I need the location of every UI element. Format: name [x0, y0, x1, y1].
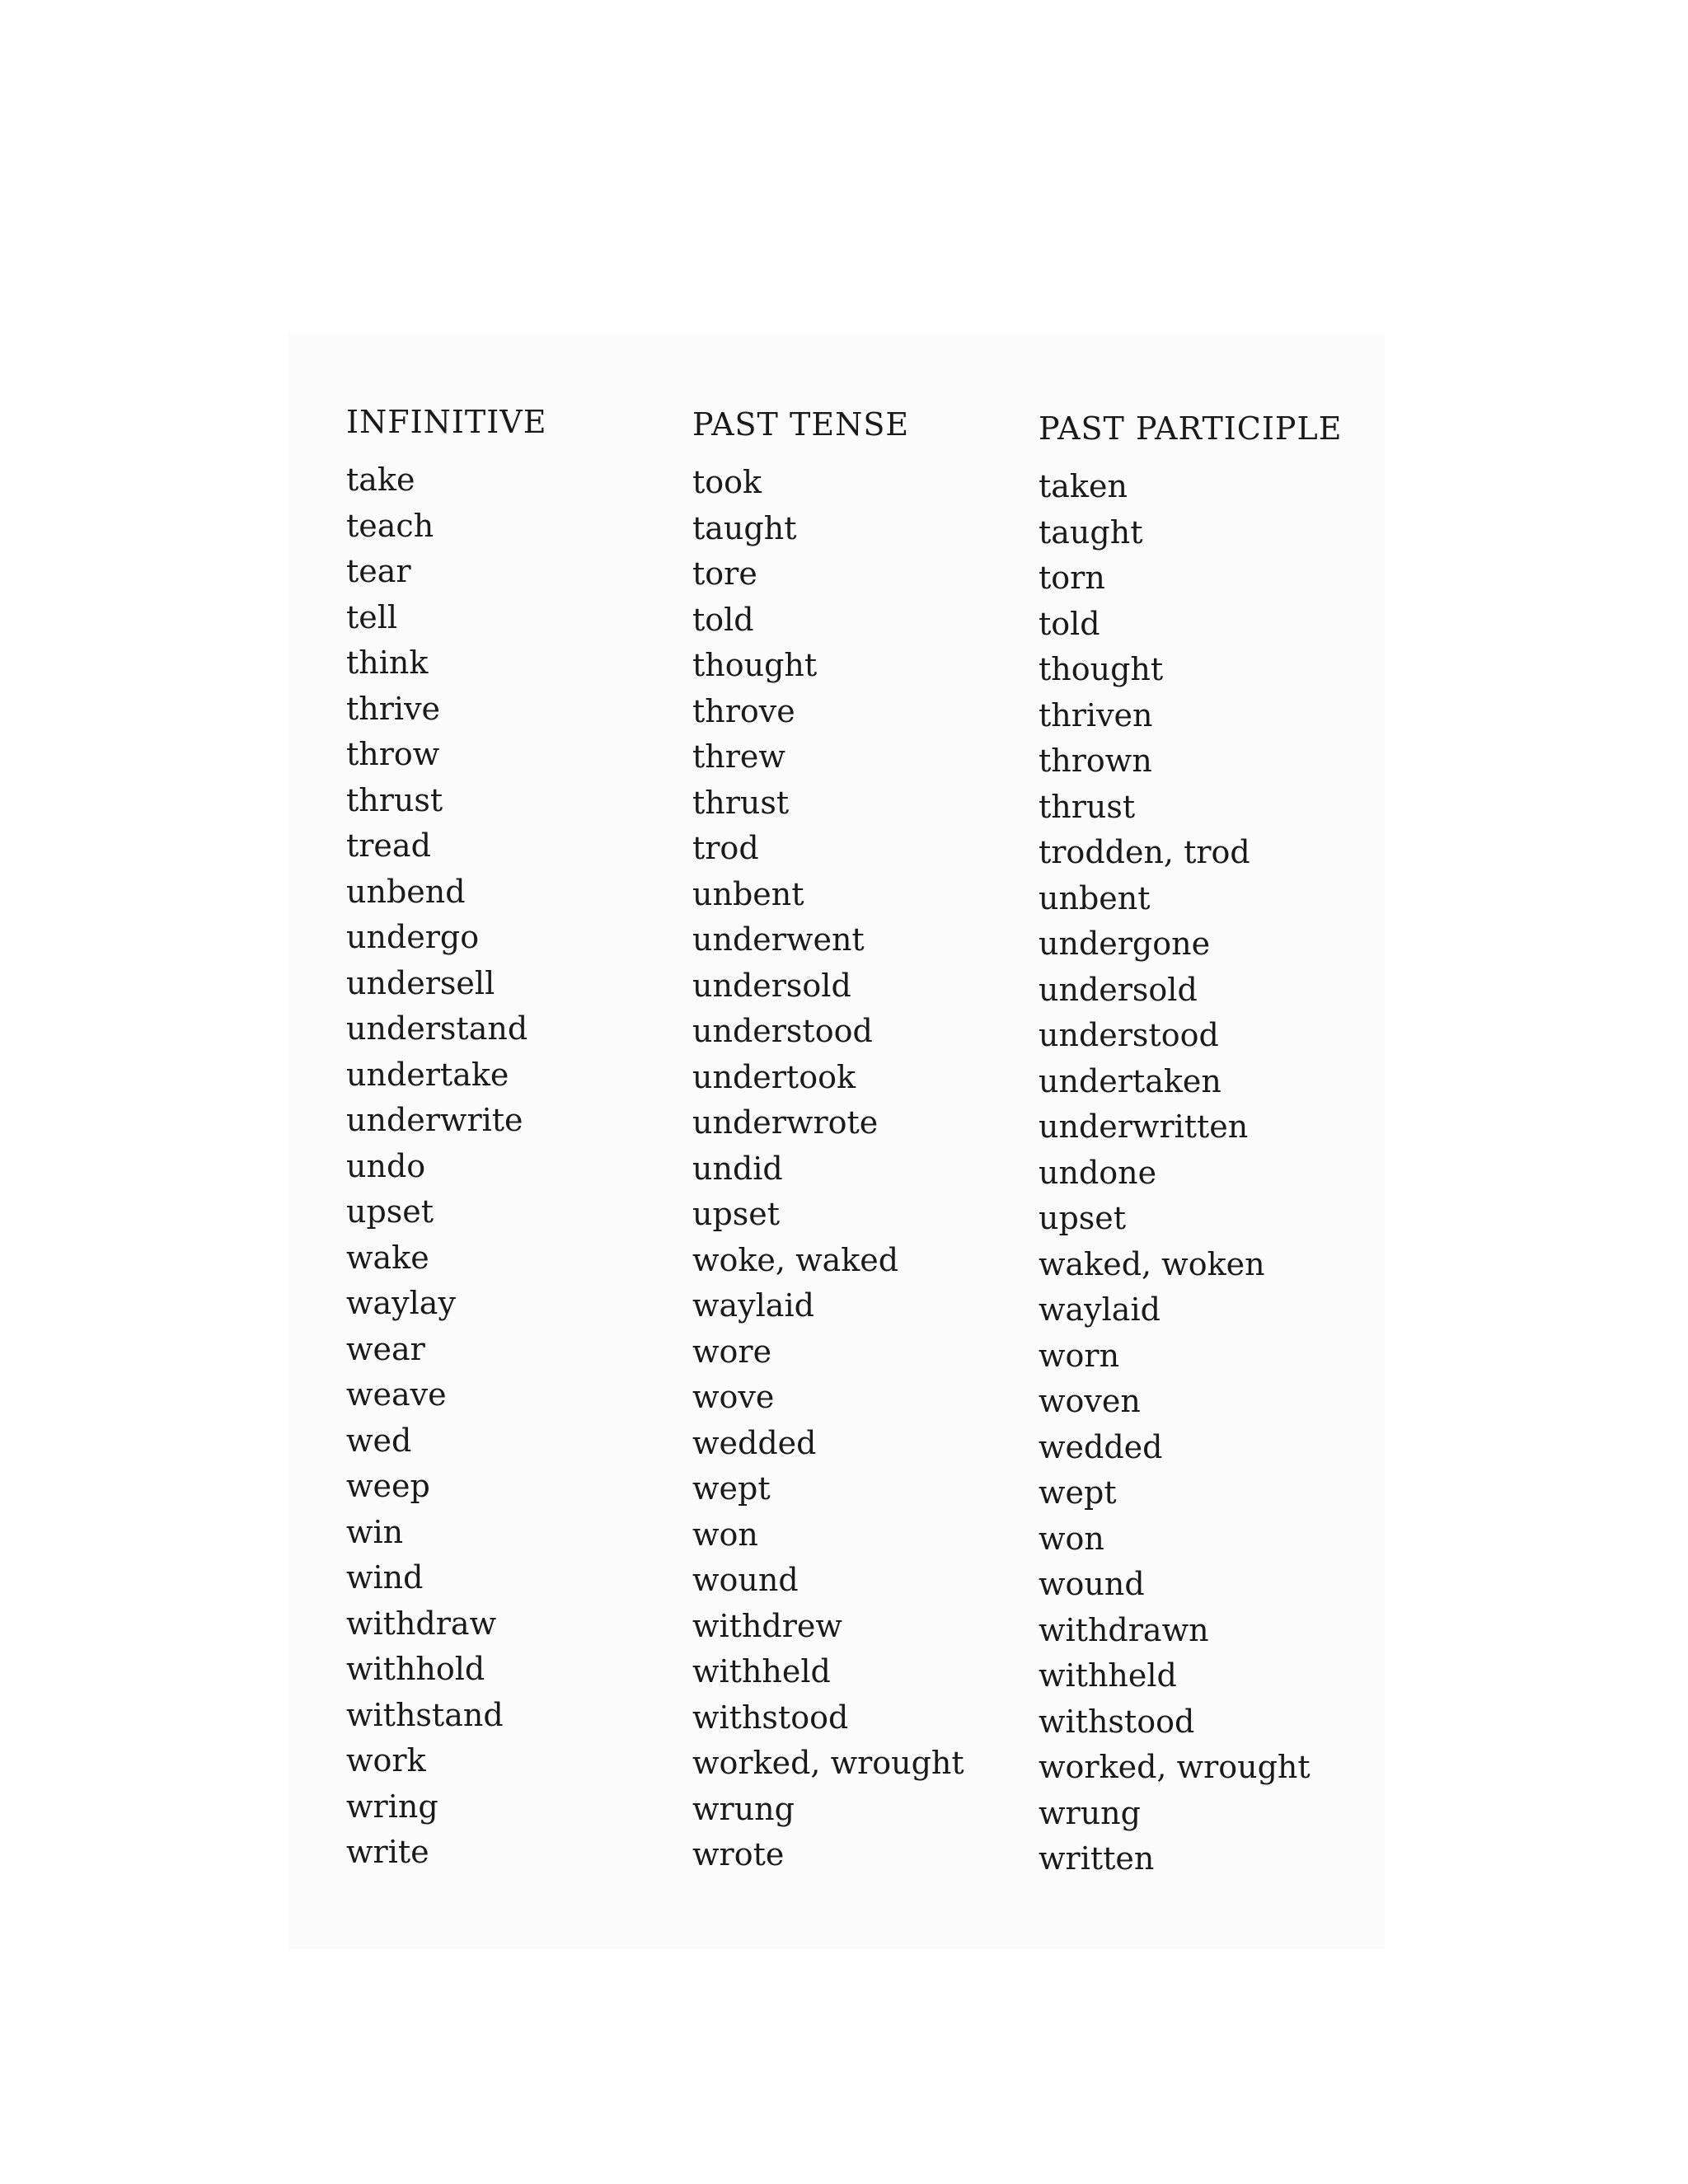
past-tense-column	[692, 396, 1039, 1882]
past-participle-cell: withstood	[1039, 1703, 1195, 1740]
infinitive-cell: tell	[346, 598, 398, 635]
infinitive-cell: weep	[346, 1468, 430, 1504]
past-participle-cell: wedded	[1039, 1428, 1163, 1465]
infinitive-cell: wear	[346, 1330, 425, 1367]
infinitive-cell: underwrite	[346, 1102, 523, 1138]
infinitive-cell: wind	[346, 1559, 424, 1596]
infinitive-cell: wring	[346, 1788, 438, 1825]
infinitive-cell: upset	[346, 1193, 434, 1230]
infinitive-cell: thrust	[346, 781, 443, 818]
past-participle-header: PAST PARTICIPLE	[1039, 410, 1343, 447]
infinitive-cell: teach	[346, 507, 434, 544]
past-tense-cell: won	[692, 1516, 758, 1553]
infinitive-cell: undergo	[346, 919, 480, 955]
past-tense-cell: thought	[692, 647, 818, 683]
infinitive-cell: write	[346, 1834, 429, 1870]
past-tense-cell: worked, wrought	[692, 1745, 964, 1781]
past-participle-column	[1039, 396, 1393, 1882]
past-tense-cell: wound	[692, 1562, 799, 1598]
past-tense-cell: unbent	[692, 875, 804, 912]
past-participle-cell: written	[1039, 1840, 1155, 1877]
past-participle-cell: undergone	[1039, 926, 1211, 962]
infinitive-cell: throw	[346, 736, 440, 772]
infinitive-cell: weave	[346, 1376, 447, 1413]
past-participle-cell: torn	[1039, 560, 1105, 596]
infinitive-cell: withstand	[346, 1696, 504, 1733]
infinitive-cell: waylay	[346, 1285, 456, 1321]
past-participle-cell: woven	[1039, 1383, 1141, 1419]
infinitive-cell: wake	[346, 1239, 429, 1276]
infinitive-cell: win	[346, 1513, 404, 1550]
past-tense-cell: throve	[692, 692, 795, 729]
past-tense-cell: withheld	[692, 1653, 831, 1690]
past-participle-cell: waked, woken	[1039, 1245, 1265, 1282]
past-tense-cell: told	[692, 601, 754, 638]
past-participle-cell: taught	[1039, 513, 1143, 551]
infinitive-cell: undo	[346, 1147, 426, 1184]
infinitive-cell: understand	[346, 1010, 528, 1047]
past-participle-cell: worn	[1039, 1337, 1120, 1374]
past-tense-cell: wedded	[692, 1424, 817, 1461]
past-participle-cell: wept	[1039, 1474, 1117, 1511]
past-participle-cell: unbent	[1039, 879, 1151, 916]
past-participle-cell: won	[1039, 1520, 1104, 1557]
past-participle-cell: worked, wrought	[1039, 1749, 1311, 1785]
infinitive-cell: tread	[346, 827, 431, 864]
past-tense-cell: wore	[692, 1333, 772, 1370]
past-participle-cell: withheld	[1039, 1657, 1177, 1694]
infinitive-cell: wed	[346, 1422, 412, 1459]
past-participle-cell: withdrawn	[1039, 1611, 1209, 1648]
infinitive-cell: work	[346, 1742, 426, 1779]
past-participle-cell: underwritten	[1039, 1108, 1249, 1145]
past-tense-cell: undertook	[692, 1058, 856, 1095]
past-participle-cell: thrust	[1039, 788, 1136, 825]
past-tense-cell: wove	[692, 1379, 775, 1415]
past-tense-cell: upset	[692, 1196, 781, 1232]
past-tense-cell: thrust	[692, 784, 790, 821]
past-tense-header: PAST TENSE	[692, 406, 910, 443]
infinitive-cell: tear	[346, 553, 411, 589]
irregular-verb-table	[346, 396, 1393, 1882]
infinitive-cell: unbend	[346, 873, 466, 910]
past-tense-cell: woke, waked	[692, 1241, 899, 1278]
infinitive-column	[346, 396, 692, 1882]
past-participle-cell: undersold	[1039, 971, 1198, 1008]
past-participle-cell: understood	[1039, 1017, 1219, 1053]
past-participle-cell: thought	[1039, 651, 1164, 687]
past-participle-cell: wound	[1039, 1566, 1145, 1602]
infinitive-cell: thrive	[346, 690, 441, 727]
past-participle-cell: waylaid	[1039, 1291, 1160, 1328]
past-tense-cell: wrung	[692, 1790, 795, 1827]
infinitive-cell: think	[346, 644, 429, 681]
infinitive-cell: undersell	[346, 964, 495, 1001]
infinitive-cell: undertake	[346, 1056, 509, 1093]
past-tense-cell: withstood	[692, 1699, 849, 1736]
past-tense-cell: withdrew	[692, 1607, 842, 1644]
past-tense-cell: undid	[692, 1150, 783, 1187]
past-participle-cell: undertaken	[1039, 1062, 1221, 1099]
past-participle-cell: wrung	[1039, 1794, 1141, 1831]
past-tense-cell: threw	[692, 738, 785, 775]
past-participle-cell: told	[1039, 605, 1100, 642]
past-participle-cell: trodden, trod	[1039, 834, 1250, 870]
infinitive-header: INFINITIVE	[346, 404, 547, 440]
past-tense-cell: trod	[692, 830, 759, 866]
past-tense-cell: underwent	[692, 921, 865, 958]
past-participle-cell: thrown	[1039, 743, 1152, 779]
infinitive-cell: withdraw	[346, 1605, 497, 1642]
past-tense-cell: waylaid	[692, 1287, 814, 1324]
past-tense-cell: wept	[692, 1470, 771, 1507]
infinitive-cell: take	[346, 462, 415, 498]
past-tense-cell: took	[692, 464, 762, 500]
past-tense-cell: wrote	[692, 1836, 785, 1872]
past-participle-cell: upset	[1039, 1200, 1127, 1236]
past-tense-cell: underwrote	[692, 1104, 879, 1141]
past-participle-cell: taken	[1039, 468, 1128, 504]
past-tense-cell: undersold	[692, 967, 851, 1004]
past-participle-cell: undone	[1039, 1154, 1157, 1191]
past-participle-cell: thriven	[1039, 696, 1153, 733]
infinitive-cell: withhold	[346, 1651, 485, 1687]
past-tense-cell: tore	[692, 555, 757, 592]
past-tense-cell: understood	[692, 1013, 873, 1049]
past-tense-cell: taught	[692, 509, 797, 546]
